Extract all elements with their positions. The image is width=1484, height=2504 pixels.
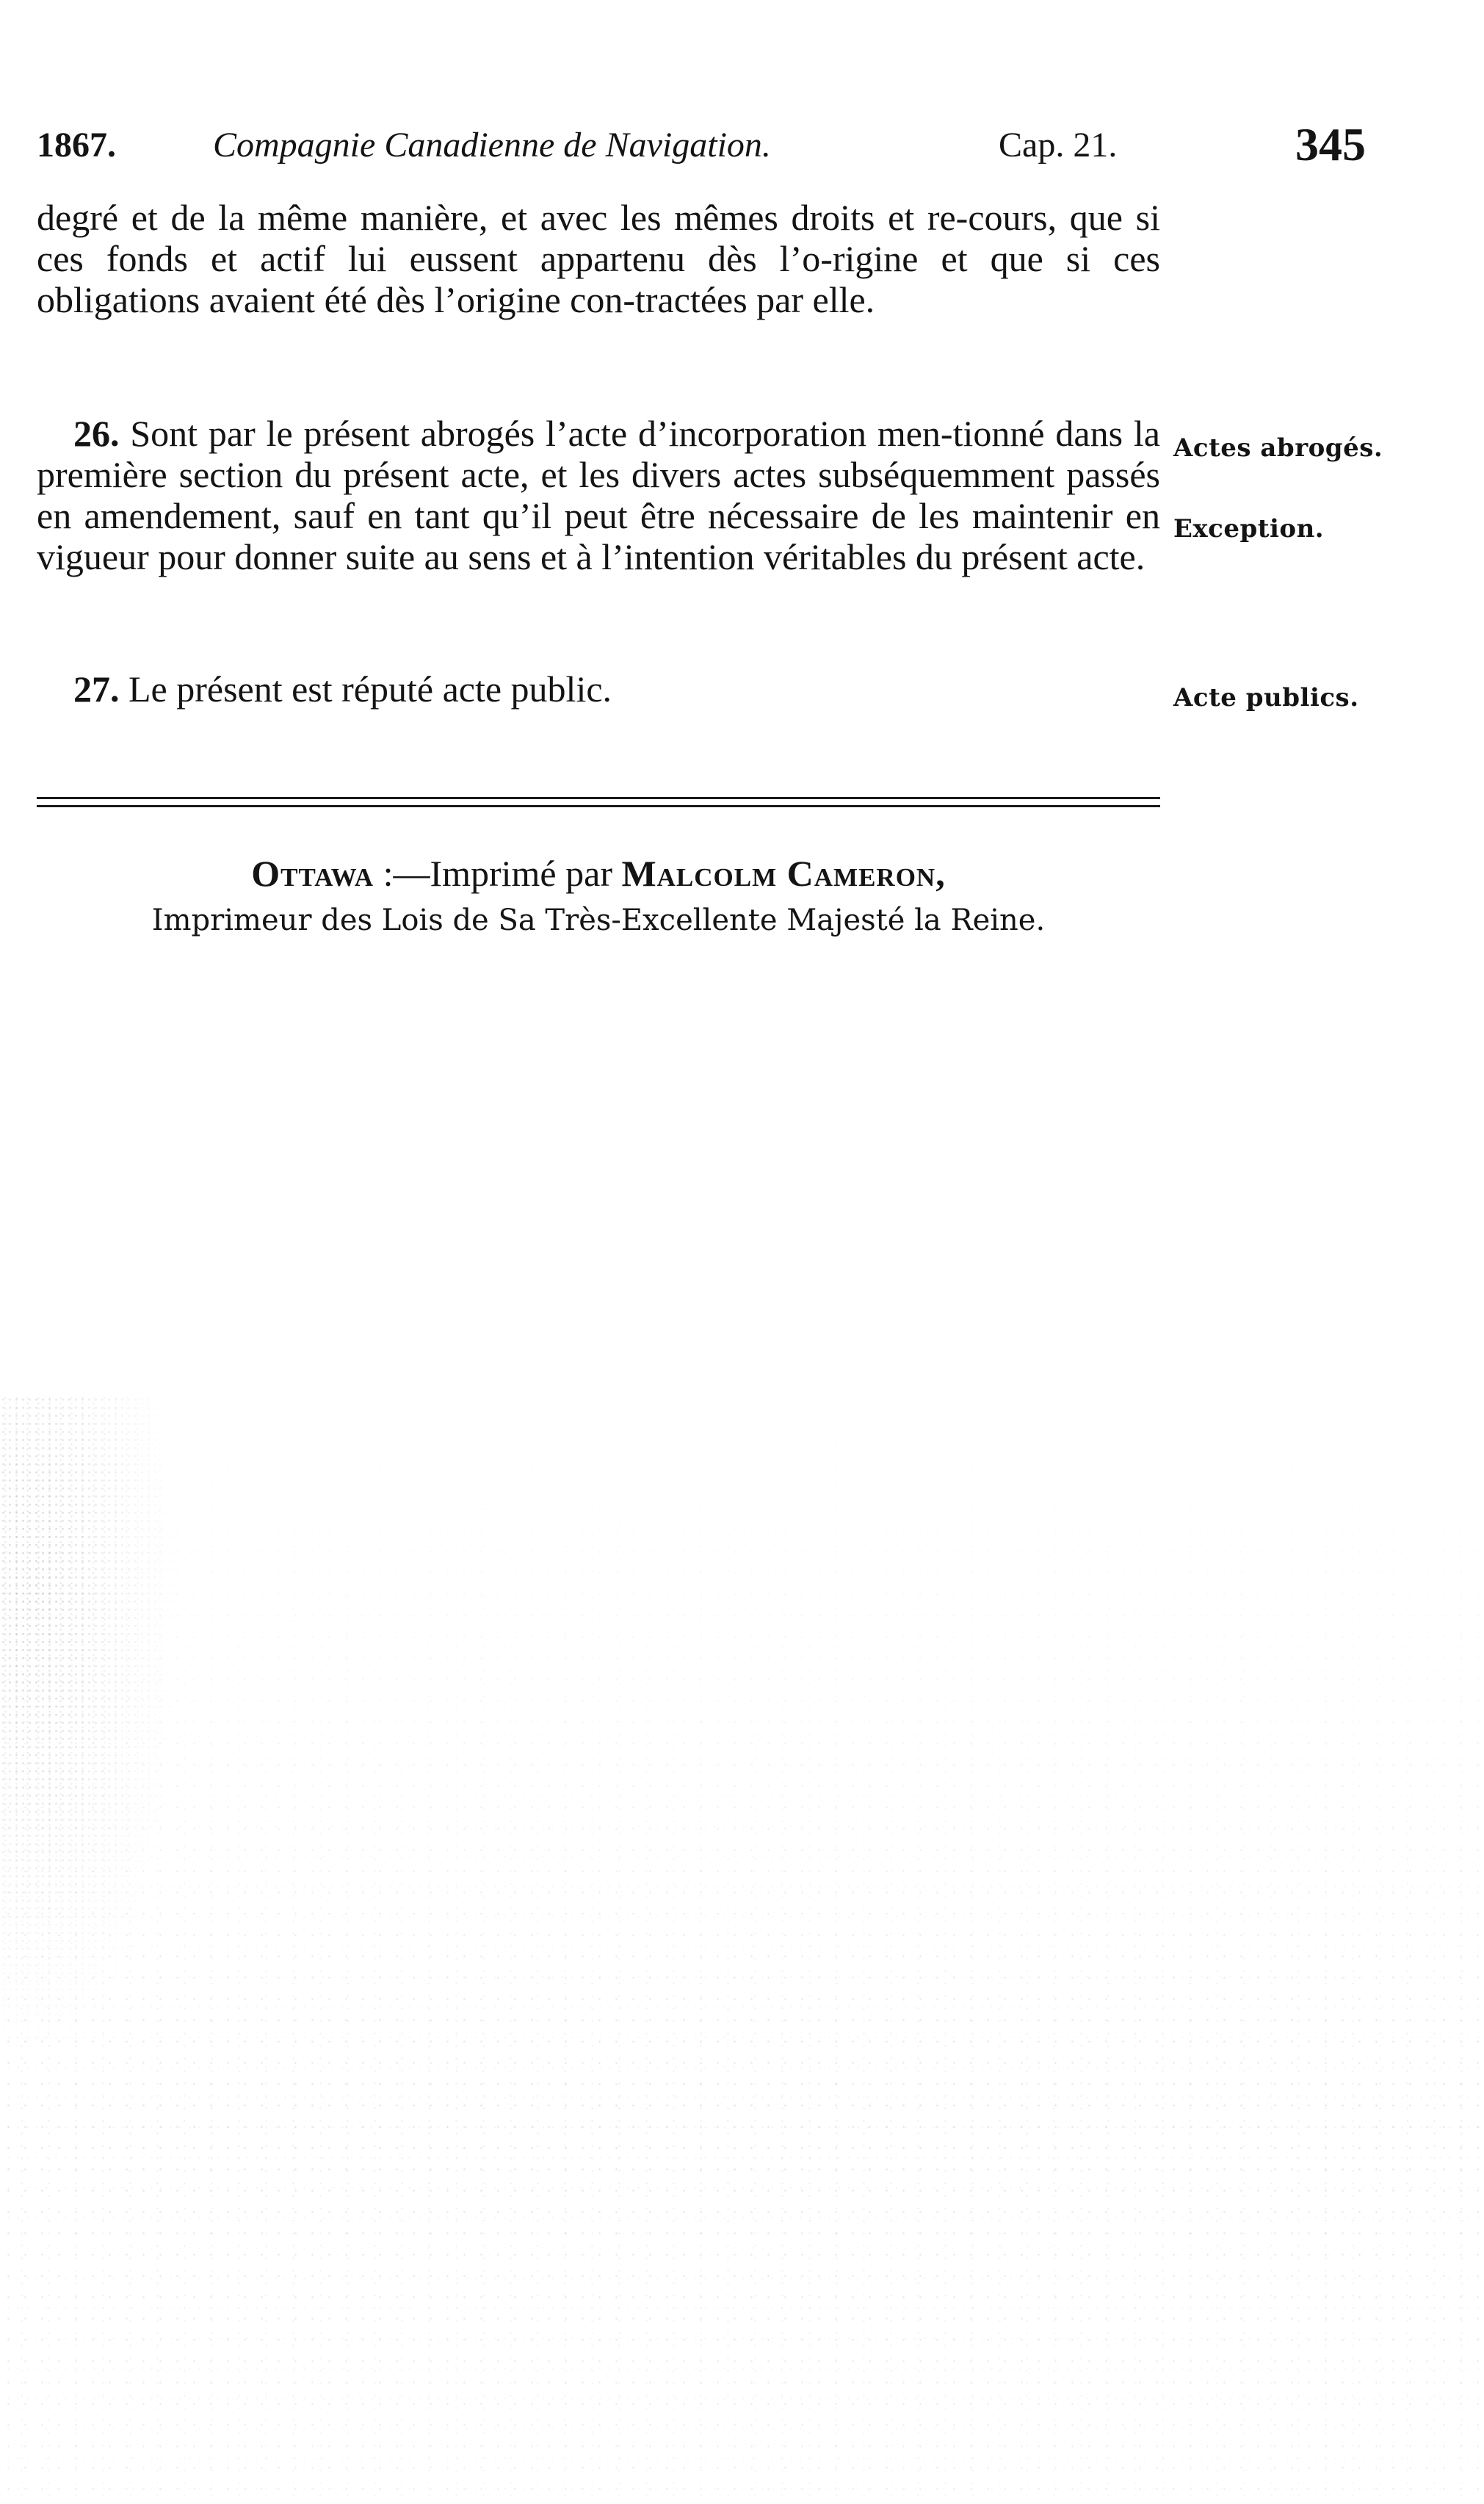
divider-rule-bottom [37,805,1160,807]
scan-noise-edge [0,1396,176,2057]
imprint-line-1 [37,852,1160,895]
section-27 [37,668,1160,710]
imprint-printer-name: Malcolm Cameron, [621,853,946,894]
section-26-text: Sont par le présent abrogés l’acte d’incorporation men-tionné dans la première section du présent acte, et les divers actes subséquemment passés en amendement, sauf en tant qu’il peut être nécessaire de les maintenir en vigueur pour donner suite au sens et à l’intention véritables du présent acte. [37,413,1160,577]
imprint-city: Ottawa [251,853,374,894]
running-header [37,118,1366,176]
page-number: 345 [1295,118,1366,170]
section-27-text: Le présent est réputé acte public. [129,668,612,710]
margin-note-exception: Exception. [1173,514,1325,544]
scan-noise [0,1285,1484,2504]
section-27-number: 27. [73,668,120,710]
imprint-separator: :—Imprimé par [374,853,622,894]
header-year: 1867. [37,126,116,165]
imprint-line-2: Imprimeur des Lois de Sa Très-Excellente Majesté la Reine. [151,903,1046,937]
header-chapter: Cap. 21. [999,126,1118,165]
divider-rule-top [37,797,1160,799]
section-26 [37,413,1160,577]
section-26-number: 26. [73,413,120,454]
margin-note-acte-public: Acte publics. [1173,683,1359,712]
paragraph-continuation [37,197,1160,320]
paragraph-continuation-text: degré et de la même manière, et avec les mêmes droits et re-cours, que si ces fonds et actif lui eussent appartenu dès l’o-rigine et que si ces obligations avaient été dès l’origine con-tractées par elle. [37,197,1160,320]
margin-note-actes-abroges: Actes abrogés. [1173,433,1383,463]
header-title: Compagnie Canadienne de Navigation. [213,126,771,165]
